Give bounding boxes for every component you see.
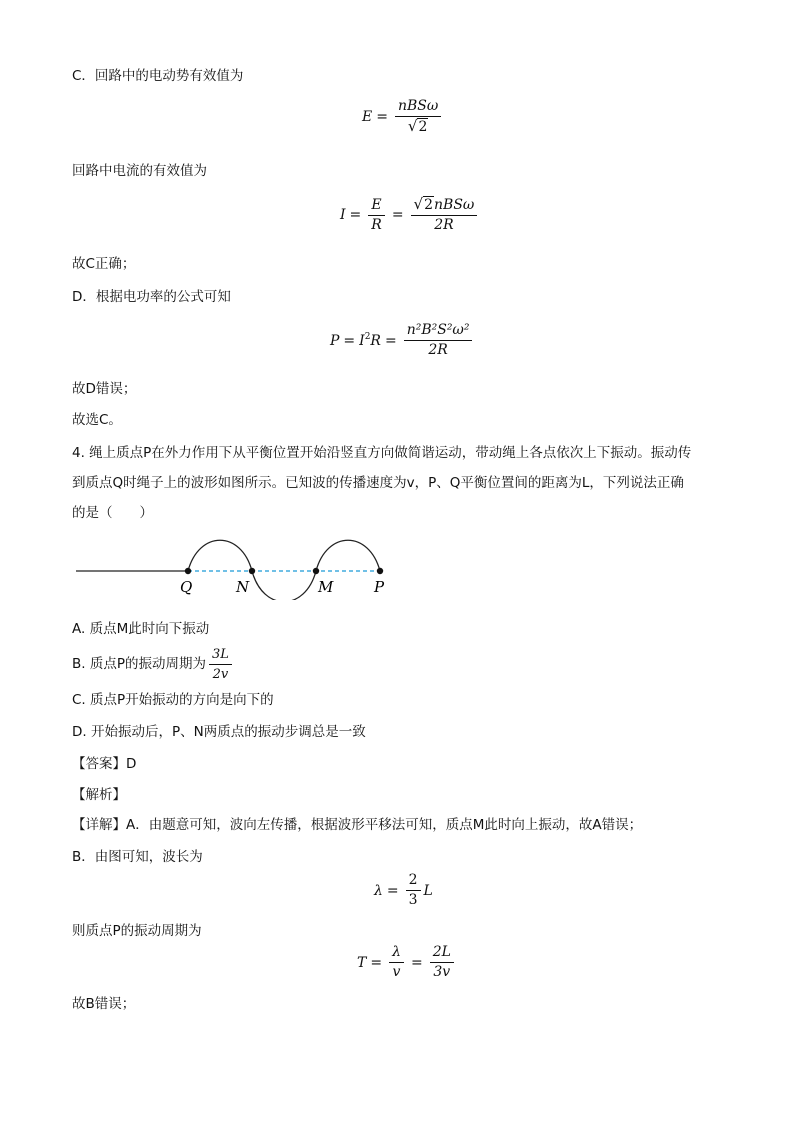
option-b-text: B. 质点P的振动周期为 <box>72 656 206 672</box>
period-num-1: λ <box>389 944 404 963</box>
power-fraction <box>404 322 473 359</box>
label-p: P <box>374 578 385 596</box>
emf-denominator <box>405 117 431 136</box>
point-q-dot <box>185 568 191 574</box>
point-n-dot <box>249 568 255 574</box>
emf-lhs: E <box>362 109 373 125</box>
current-den-2: 2R <box>434 217 454 233</box>
answer-label: 【答案】 <box>72 756 126 772</box>
current-equals-1: = <box>349 207 362 223</box>
period-fraction-2 <box>430 944 454 981</box>
current-den-1: R <box>371 216 382 233</box>
power-middle: $I^2R$ <box>359 332 381 349</box>
power-equals-1: = <box>343 332 356 349</box>
emf-fraction <box>395 98 441 136</box>
option-b-num: 3L <box>209 646 232 665</box>
answer-value: D <box>126 756 137 772</box>
lambda-den: 3 <box>408 892 418 908</box>
period-num-2: 2L <box>430 944 454 963</box>
period-den-1: v <box>392 964 401 980</box>
period-intro-line: 则质点P的振动周期为 <box>72 923 202 939</box>
current-num-1: E <box>368 197 384 216</box>
option-b-den: 2v <box>212 666 229 682</box>
label-n: N <box>236 578 250 596</box>
emf-numerator: nBSω <box>395 98 441 117</box>
point-m-dot <box>313 568 319 574</box>
choose-c-line: 故选C。 <box>72 412 122 428</box>
option-c: C. 质点P开始振动的方向是向下的 <box>72 692 274 708</box>
label-m: M <box>318 578 334 596</box>
sqrt-icon: √ 2 <box>413 195 434 213</box>
period-den-2: 3v <box>433 964 451 980</box>
lambda-num: 2 <box>406 872 421 891</box>
period-lhs: T <box>357 954 367 971</box>
emf-equals: = <box>376 109 388 125</box>
period-equation <box>357 944 457 981</box>
c-intro-line: C．回路中的电动势有效值为 <box>72 68 244 84</box>
period-fraction-1 <box>389 944 404 981</box>
period-equals-2: = <box>410 954 423 971</box>
wave-figure <box>74 532 404 600</box>
option-b-fraction <box>209 646 232 683</box>
c-correct-line: 故C正确； <box>72 256 136 272</box>
current-fraction-1 <box>368 197 385 234</box>
current-equals-2: = <box>391 207 404 223</box>
lambda-fraction <box>406 872 421 909</box>
emf-equation <box>362 98 444 136</box>
current-lhs: I <box>340 207 346 223</box>
detail-line: 【详解】A．由题意可知，波向左传播，根据波形平移法可知，质点M此时向上振动，故A错误； <box>72 817 643 833</box>
power-equals-2: = <box>384 332 397 349</box>
current-equation <box>340 196 480 234</box>
d-wrong-line: 故D错误； <box>72 381 137 397</box>
b-intro-line: B．由图可知，波长为 <box>72 849 203 865</box>
lambda-rhs: L <box>423 882 433 899</box>
current-intro-line: 回路中电流的有效值为 <box>72 163 207 179</box>
sqrt-icon: √ 2 <box>407 117 428 135</box>
lambda-equation <box>374 872 433 909</box>
option-d: D. 开始振动后，P、N两质点的振动步调总是一致 <box>72 724 366 740</box>
answer-line <box>72 754 136 774</box>
analysis-label: 【解析】 <box>72 787 126 803</box>
lambda-lhs: λ <box>374 882 383 899</box>
point-p-dot <box>377 568 383 574</box>
option-a: A. 质点M此时向下振动 <box>72 621 210 637</box>
b-wrong-line: 故B错误； <box>72 996 136 1012</box>
d-intro-line: D．根据电功率的公式可知 <box>72 289 231 305</box>
option-b <box>72 644 235 684</box>
label-q: Q <box>180 578 193 596</box>
lambda-equals: = <box>386 882 399 899</box>
power-numerator: n²B²S²ω² <box>404 322 473 341</box>
power-equation <box>330 322 475 359</box>
q4-line-1: 4. 绳上质点P在外力作用下从平衡位置开始沿竖直方向做简谐运动，带动绳上各点依次上下振动。振动传 <box>72 445 692 461</box>
power-denominator: 2R <box>428 342 448 358</box>
current-num-2: √ 2 nBSω <box>411 196 478 216</box>
wave-curve <box>188 540 380 600</box>
q4-line-3: 的是（ ） <box>72 505 153 521</box>
current-fraction-2 <box>411 196 478 234</box>
period-equals-1: = <box>370 954 383 971</box>
power-lhs: P <box>330 332 340 349</box>
q4-line-2: 到质点Q时绳子上的波形如图所示。已知波的传播速度为v，P、Q平衡位置间的距离为L，下列说法正确 <box>72 475 684 491</box>
